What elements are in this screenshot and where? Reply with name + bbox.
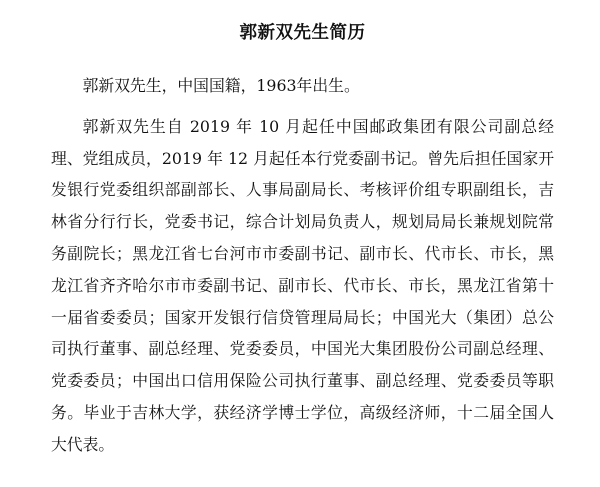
document-title: 郭新双先生简历 — [239, 23, 366, 43]
paragraph-basic-info: 郭新双先生，中国国籍，1963年出生。 — [82, 76, 360, 95]
paragraph-career: 郭新双先生自 2019 年 10 月起任中国邮政集团有限公司副总经理、党组成员，2019 年 12 月起任本行党委副书记。曾先后担任国家开发银行党委组织部副部长、人事局副局长、考核评价组专职副组长，吉林省分行行长，党委书记，综合计划局负责人，规划局局长兼规划院常务副院长；黑龙江省七台河市市委副书记、副市长、代市长、市长，黑龙江省齐齐哈尔市市委副书记、副市长、代市长、市长，黑龙江省第十一届省委委员；国家开发银行信贷管理局局长；中国光大（集团）总公司执行董事、副总经理、党委委员，中国光大集团股份公司副总经理、党委委员；中国出口信用保险公司执行董事、副总经理、党委委员等职务。毕业于吉林大学，获经济学博士学位，高级经济师，十二届全国人大代表。 — [51, 116, 554, 454]
